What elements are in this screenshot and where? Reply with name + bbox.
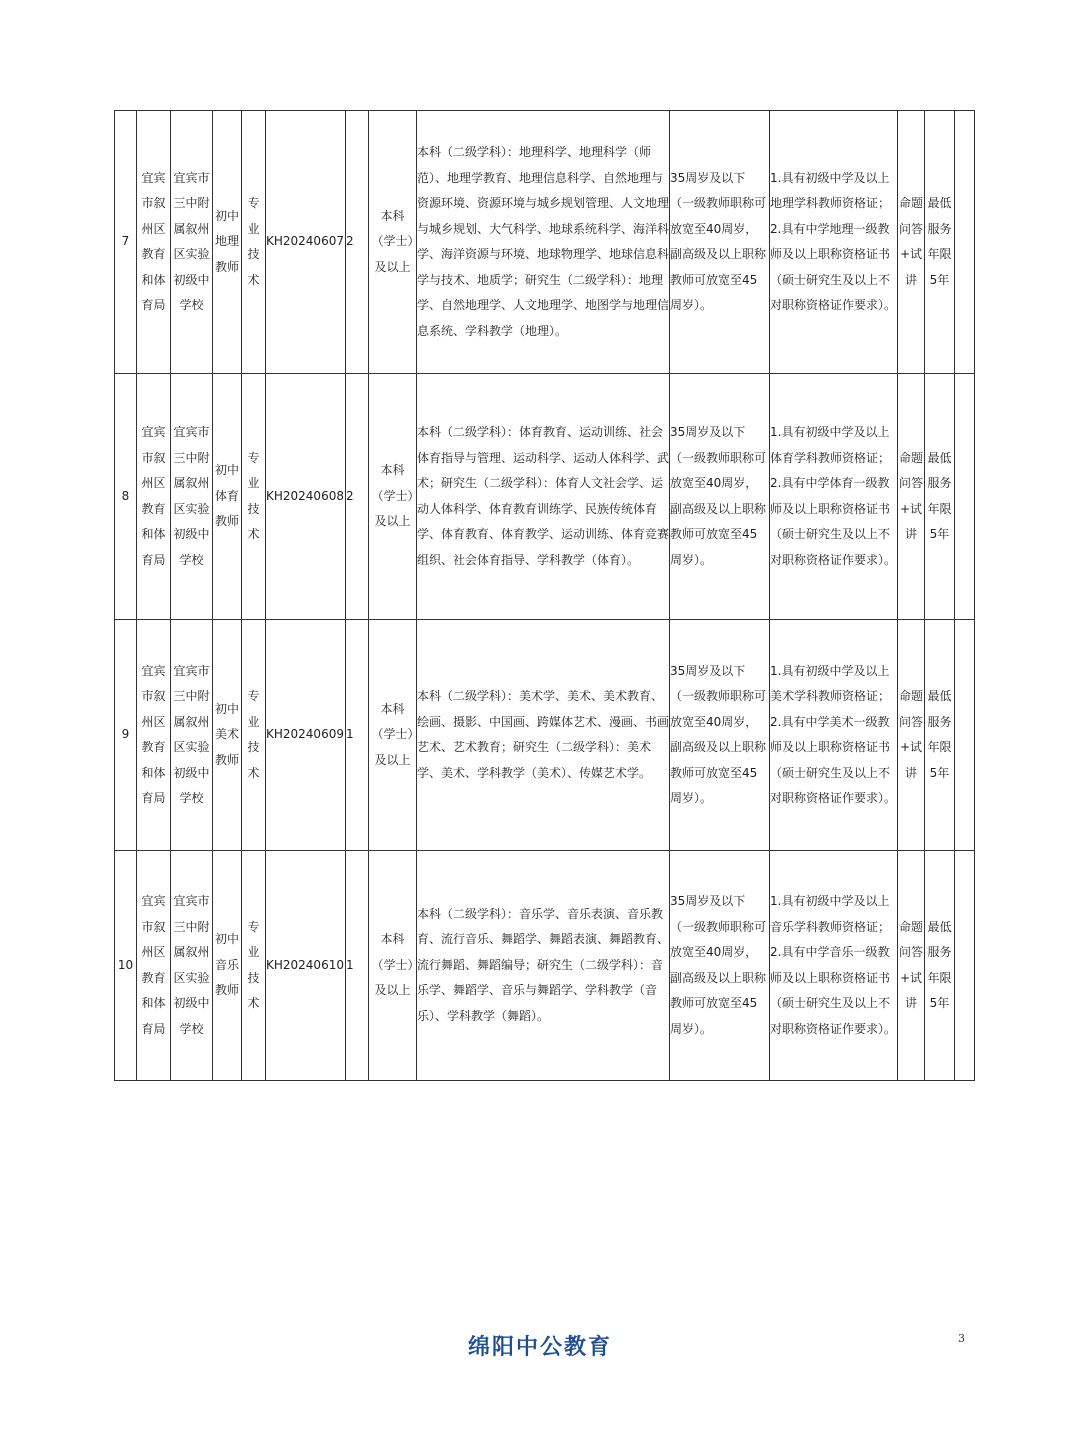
category-cell: 专业技术 (242, 851, 266, 1081)
post-code-cell: KH20240609 (266, 620, 346, 851)
unit-cell: 宜宾市三中附属叙州区实验初级中学校 (171, 851, 213, 1081)
table-row (115, 111, 975, 374)
category-cell: 专业技术 (242, 620, 266, 851)
post-code-cell: KH20240610 (266, 851, 346, 1081)
department-cell: 宜宾市叙州区教育和体育局 (137, 851, 171, 1081)
service-period-cell: 最低服务年限5年 (925, 111, 955, 374)
other-requirements-cell: 1.具有初级中学及以上音乐学科教师资格证；2.具有中学音乐一级教师及以上职称资格证书（硕士研究生及以上不对职称资格证作要求）。 (770, 851, 898, 1081)
service-period-cell: 最低服务年限5年 (925, 374, 955, 620)
education-cell: 本科（学士）及以上 (369, 620, 417, 851)
post-cell: 初中体育教师 (213, 374, 242, 620)
count-cell: 1 (346, 851, 369, 1081)
education-cell: 本科（学士）及以上 (369, 851, 417, 1081)
category-cell: 专业技术 (242, 374, 266, 620)
department-cell: 宜宾市叙州区教育和体育局 (137, 620, 171, 851)
department-cell: 宜宾市叙州区教育和体育局 (137, 374, 171, 620)
table-row (115, 374, 975, 620)
age-cell: 35周岁及以下（一级教师职称可放宽至40周岁，副高级及以上职称教师可放宽至45周岁）。 (670, 851, 770, 1081)
unit-cell: 宜宾市三中附属叙州区实验初级中学校 (171, 111, 213, 374)
remark-cell (955, 851, 975, 1081)
post-code-cell: KH20240607 (266, 111, 346, 374)
exam-method-cell: 命题问答+试讲 (898, 111, 925, 374)
department-cell: 宜宾市叙州区教育和体育局 (137, 111, 171, 374)
table-row (115, 851, 975, 1081)
post-cell: 初中美术教师 (213, 620, 242, 851)
major-cell: 本科（二级学科）：体育教育、运动训练、社会体育指导与管理、运动科学、运动人体科学、武术；研究生（二级学科）：体育人文社会学、运动人体科学、体育教育训练学、民族传统体育学、体育教育、体育教学、运动训练、体育竞赛组织、社会体育指导、学科教学（体育）。 (417, 374, 670, 620)
exam-method-cell: 命题问答+试讲 (898, 374, 925, 620)
category-cell: 专业技术 (242, 111, 266, 374)
service-period-cell: 最低服务年限5年 (925, 851, 955, 1081)
table-row (115, 620, 975, 851)
post-cell: 初中地理教师 (213, 111, 242, 374)
major-cell: 本科（二级学科）：美术学、美术、美术教育、绘画、摄影、中国画、跨媒体艺术、漫画、书画艺术、艺术教育；研究生（二级学科）：美术学、美术、学科教学（美术）、传媒艺术学。 (417, 620, 670, 851)
service-period-cell: 最低服务年限5年 (925, 620, 955, 851)
unit-cell: 宜宾市三中附属叙州区实验初级中学校 (171, 620, 213, 851)
unit-cell: 宜宾市三中附属叙州区实验初级中学校 (171, 374, 213, 620)
count-cell: 2 (346, 111, 369, 374)
other-requirements-cell: 1.具有初级中学及以上地理学科教师资格证；2.具有中学地理一级教师及以上职称资格证书（硕士研究生及以上不对职称资格证作要求）。 (770, 111, 898, 374)
remark-cell (955, 374, 975, 620)
footer-logo: 绵阳中公教育 (467, 1335, 612, 1360)
education-cell: 本科（学士）及以上 (369, 374, 417, 620)
count-cell: 2 (346, 374, 369, 620)
row-number: 9 (115, 620, 137, 851)
exam-method-cell: 命题问答+试讲 (898, 851, 925, 1081)
other-requirements-cell: 1.具有初级中学及以上体育学科教师资格证；2.具有中学体育一级教师及以上职称资格证书（硕士研究生及以上不对职称资格证作要求）。 (770, 374, 898, 620)
count-cell: 1 (346, 620, 369, 851)
row-number: 8 (115, 374, 137, 620)
major-cell: 本科（二级学科）：音乐学、音乐表演、音乐教育、流行音乐、舞蹈学、舞蹈表演、舞蹈教育、流行舞蹈、舞蹈编导；研究生（二级学科）：音乐学、舞蹈学、音乐与舞蹈学、学科教学（音乐）、学科教学（舞蹈）。 (417, 851, 670, 1081)
row-number: 10 (115, 851, 137, 1081)
other-requirements-cell: 1.具有初级中学及以上美术学科教师资格证；2.具有中学美术一级教师及以上职称资格证书（硕士研究生及以上不对职称资格证作要求）。 (770, 620, 898, 851)
remark-cell (955, 111, 975, 374)
post-code-cell: KH20240608 (266, 374, 346, 620)
age-cell: 35周岁及以下（一级教师职称可放宽至40周岁，副高级及以上职称教师可放宽至45周岁）。 (670, 620, 770, 851)
row-number: 7 (115, 111, 137, 374)
major-cell: 本科（二级学科）：地理科学、地理科学（师范）、地理学教育、地理信息科学、自然地理与资源环境、资源环境与城乡规划管理、人文地理与城乡规划、大气科学、地球系统科学、海洋科学、海洋资源与环境、地球物理学、地球信息科学与技术、地质学；研究生（二级学科）：地理学、自然地理学、人文地理学、地图学与地理信息系统、学科教学（地理）。 (417, 111, 670, 374)
education-cell: 本科（学士）及以上 (369, 111, 417, 374)
page-number: 3 (958, 1332, 965, 1345)
recruitment-table (114, 110, 975, 1081)
age-cell: 35周岁及以下（一级教师职称可放宽至40周岁，副高级及以上职称教师可放宽至45周岁）。 (670, 111, 770, 374)
post-cell: 初中音乐教师 (213, 851, 242, 1081)
age-cell: 35周岁及以下（一级教师职称可放宽至40周岁，副高级及以上职称教师可放宽至45周岁）。 (670, 374, 770, 620)
exam-method-cell: 命题问答+试讲 (898, 620, 925, 851)
remark-cell (955, 620, 975, 851)
